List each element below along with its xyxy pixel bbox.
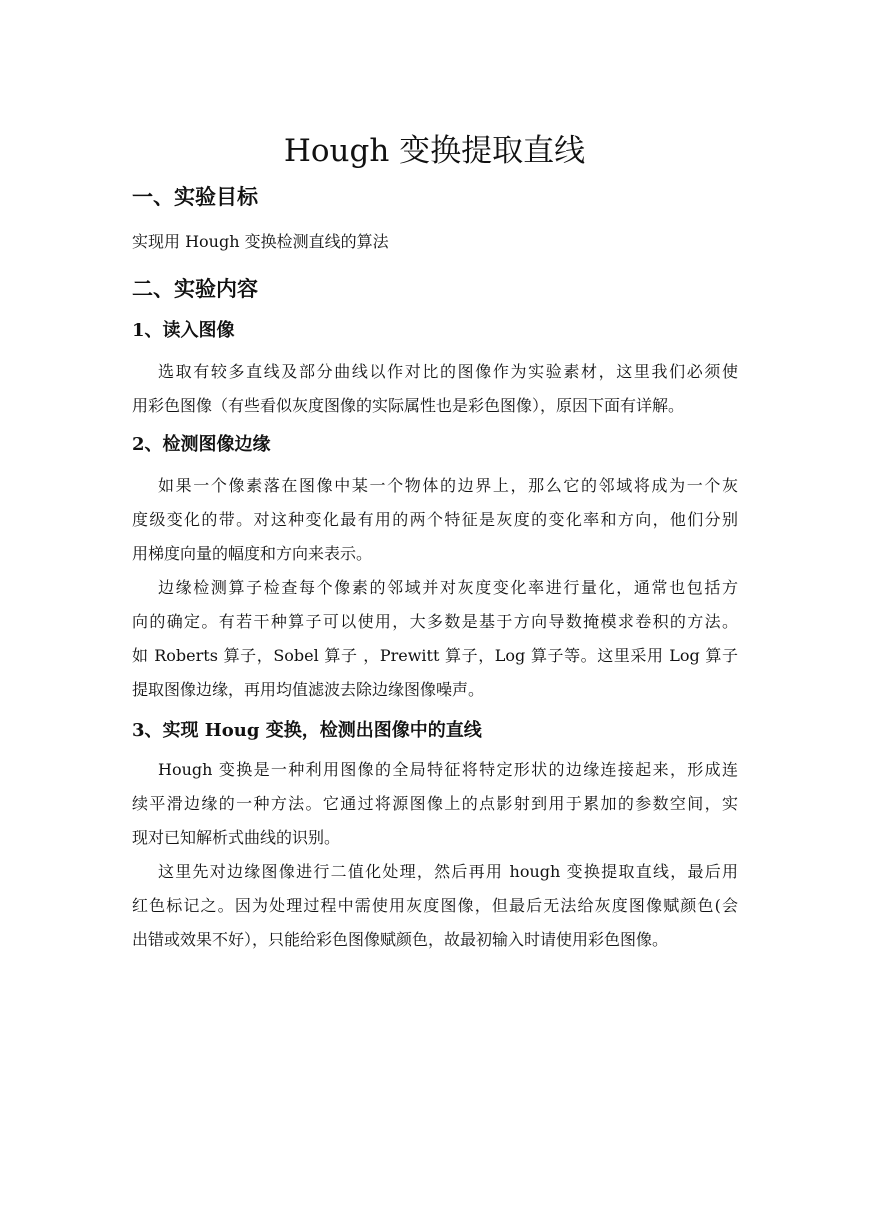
paragraph-line: 提取图像边缘，再用均值滤波去除边缘图像噪声。 (132, 680, 485, 699)
section-heading-objective: 一、实验目标 (132, 185, 258, 209)
paragraph-line: 续平滑边缘的一种方法。它通过将源图像上的点影射到用于累加的参数空间，实 (132, 794, 738, 813)
paragraph-line: 向的确定。有若干种算子可以使用，大多数是基于方向导数掩模求卷积的方法。 (132, 612, 738, 631)
subsection-heading-hough-transform: 3、实现 Houg 变换，检测出图像中的直线 (132, 720, 482, 741)
paragraph-line: 这里先对边缘图像进行二值化处理，然后再用 hough 变换提取直线，最后用 (158, 862, 738, 881)
paragraph-line: 用梯度向量的幅度和方向来表示。 (132, 544, 373, 563)
paragraph-line: 红色标记之。因为处理过程中需使用灰度图像，但最后无法给灰度图像赋颜色(会 (132, 896, 738, 915)
paragraph-line: 出错或效果不好），只能给彩色图像赋颜色，故最初输入时请使用彩色图像。 (132, 930, 669, 949)
paragraph-line: 如果一个像素落在图像中某一个物体的边界上，那么它的邻域将成为一个灰 (158, 476, 738, 495)
paragraph-line: 边缘检测算子检查每个像素的邻域并对灰度变化率进行量化，通常也包括方 (158, 578, 738, 597)
paragraph-line: 如 Roberts 算子，Sobel 算子 ，Prewitt 算子，Log 算子等。这里采用 Log 算子 (132, 646, 738, 665)
subsection-heading-edge-detection: 2、检测图像边缘 (132, 434, 271, 455)
subsection-heading-read-image: 1、读入图像 (132, 320, 235, 341)
paragraph-line: 度级变化的带。对这种变化最有用的两个特征是灰度的变化率和方向，他们分别 (132, 510, 738, 529)
section-heading-content: 二、实验内容 (132, 277, 258, 301)
paragraph-line: 用彩色图像（有些看似灰度图像的实际属性也是彩色图像），原因下面有详解。 (132, 396, 685, 415)
paragraph-line: Hough 变换是一种利用图像的全局特征将特定形状的边缘连接起来，形成连 (158, 760, 738, 779)
paragraph-line: 选取有较多直线及部分曲线以作对比的图像作为实验素材，这里我们必须使 (158, 362, 738, 381)
paragraph-line: 现对已知解析式曲线的识别。 (132, 828, 341, 847)
document-title: Hough 变换提取直线 (283, 133, 586, 169)
objective-text: 实现用 Hough 变换检测直线的算法 (132, 232, 389, 251)
